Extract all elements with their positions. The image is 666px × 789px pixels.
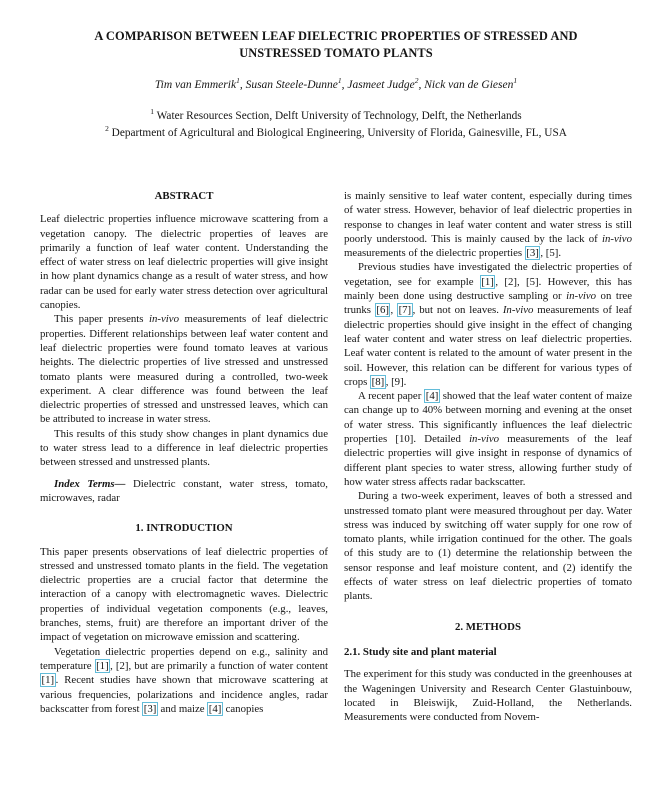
citation-link[interactable]: [6]: [376, 304, 389, 317]
paragraph: [344, 260, 632, 389]
citation-link[interactable]: [8]: [371, 375, 385, 388]
text-segment: in-vivo: [149, 313, 179, 326]
superscript-marker: 2: [414, 76, 419, 86]
text-segment: , Jasmeet Judge: [341, 79, 415, 91]
text-segment: , [5].: [540, 247, 562, 260]
citation-link[interactable]: [3]: [143, 702, 157, 715]
paragraph: [40, 312, 328, 426]
text-segment: and maize: [157, 702, 208, 715]
text-segment: , Nick van de Giesen: [418, 79, 514, 91]
text-segment: measurements of the leaf dielectric properties will give insight in response of dynamics of different plant species to water stress, allowing further study of how water stress affects radar backscatter.: [344, 433, 633, 488]
text-segment: In-vivo: [502, 304, 534, 317]
citation-link[interactable]: [1]: [41, 674, 55, 687]
text-segment: , [2], [5]. However, this has mainly been done using destructive sampling or: [344, 275, 632, 303]
two-column-body: [40, 189, 632, 724]
citation-link[interactable]: [1]: [96, 659, 109, 672]
paragraph: [344, 389, 632, 489]
text-segment: measurements of the dielectric properties: [344, 247, 525, 260]
paper-title-line2: UNSTRESSED TOMATO PLANTS: [239, 46, 433, 60]
paragraph: [344, 667, 632, 724]
text-segment: measurements of leaf dielectric properties. Different relationships between leaf water content and leaf dielectric properties were found tomato leaves at various heights. The dielectric properties of live stressed and unstressed tomato plants were measured during a controlled, two-week experiment. A clear difference was found between the leaf dielectric properties of stressed and unstressed leaves, which can be attributed to increase in water stress.: [40, 313, 328, 426]
text-segment: ,: [390, 304, 398, 317]
text-segment: on tree trunks: [344, 290, 632, 317]
paragraph: [40, 427, 328, 470]
text-segment: canopies: [222, 702, 264, 715]
text-segment: Vegetation dielectric properties depend on e.g., salinity and temperature: [40, 645, 328, 672]
paragraph: [40, 645, 328, 716]
text-segment: Water Resources Section, Delft University of Technology, Delft, the Netherlands: [154, 110, 522, 122]
text-segment: During a two-week experiment, leaves of both a stressed and unstressed tomato plant were measured throughout per day. Water stress was induced by switching off water supply for one row of tomato plants, while irrigation continued for the other. The goals of this study are to (1) determine the relationship between the sensor response and leaf moisture content, and (2) identify the effects of water stress on leaf dielectric properties of tomato plants.: [344, 490, 632, 603]
superscript-marker: 1: [236, 76, 240, 86]
text-segment: The experiment for this study was conducted in the greenhouses at the Wageningen University and Research Center Glastuinbouw, located in Bleiswijk, Zuid-Holland, the Netherlands. Measurements were conducted from Novem-: [344, 668, 632, 724]
text-segment: , [2], but are primarily a function of water content: [110, 659, 328, 672]
superscript-marker: 2: [105, 124, 109, 134]
text-segment: Leaf dielectric properties influence microwave scattering from a vegetation canopy. The dielectric properties of leaves are primarily a function of leaf water content. Understanding the effect of water stress on leaf dielectric properties will give insight in how plant dynamics change as a result of water stress, and how radar can be used for early water stress detection over agricultural canopies.: [40, 213, 328, 312]
text-segment: Index Terms—: [54, 477, 126, 490]
paragraph: [344, 189, 632, 260]
authors-line: [40, 76, 632, 91]
text-segment: This paper presents: [54, 313, 149, 326]
text-segment: , Susan Steele-Dunne: [239, 79, 338, 91]
right-column: [344, 189, 632, 724]
text-segment: , [9].: [385, 375, 407, 388]
paper-title: [40, 28, 632, 62]
text-segment: . Recent studies have shown that microwave scattering at various frequencies, polarizations and incidence angles, radar backscatter from forest: [40, 674, 328, 715]
citation-link[interactable]: [1]: [481, 275, 494, 288]
paragraph: [40, 212, 328, 312]
text-segment: showed that the leaf water content of maize can change up to 40% between morning and evening at the onset of water stress. This significantly influences the leaf dielectric properties [10]. Detailed: [344, 390, 632, 446]
citation-link[interactable]: [4]: [425, 390, 439, 403]
text-segment: This results of this study show changes in plant dynamics due to water stress lead to a difference in leaf dielectric properties between stressed and unstressed plants.: [40, 427, 328, 469]
citation-link[interactable]: [3]: [526, 247, 539, 260]
text-segment: A recent paper: [358, 390, 425, 403]
affiliations-block: [40, 108, 632, 142]
paper-title-line1: A COMPARISON BETWEEN LEAF DIELECTRIC PROPERTIES OF STRESSED AND: [94, 29, 578, 43]
text-segment: is mainly sensitive to leaf water content, especially during times of water stress. However, behavior of leaf dielectric properties in response to changes in leaf water content and water stress is still poorly understood. This is mainly caused by the lack of: [344, 190, 632, 245]
text-segment: Dielectric constant, water stress, tomato, microwaves, radar: [40, 477, 328, 504]
section-heading: 2. METHODS: [455, 620, 521, 633]
paragraph: [40, 477, 328, 506]
text-segment: Tim van Emmerik: [154, 79, 237, 91]
affiliation-line-2: [40, 125, 632, 142]
text-segment: This paper presents observations of leaf dielectric properties of stressed and unstressed tomato plants in the field. The vegetation dielectric properties are a crucial factor that determine the interaction of a canopy with electromagnetic waves. Dielectric properties of individual vegetation components (e.g., leaves, branches, stems, fruit) are therefore an important driver of the impact of vegetation on microwave emission and scattering.: [40, 545, 328, 644]
text-segment: , but not on leaves.: [412, 304, 503, 317]
section-heading: 1. INTRODUCTION: [135, 522, 233, 535]
text-segment: measurements of leaf dielectric properties should give insight in the effect of changing leaf water content and water stress on leaf dielectric properties. Leaf water content is related to the amount of water present in the soil. However, this relation can be different for various types of crops: [344, 304, 632, 388]
superscript-marker: 1: [150, 107, 155, 117]
text-segment: Department of Agricultural and Biological Engineering, University of Florida, Gainesville, FL, USA: [108, 127, 567, 139]
text-segment: in-vivo: [602, 232, 632, 245]
superscript-marker: 1: [337, 76, 342, 86]
citation-link[interactable]: [4]: [208, 702, 222, 715]
subsection-heading: 2.1. Study site and plant material: [344, 645, 497, 658]
affiliation-line-1: [40, 108, 632, 125]
section-heading: ABSTRACT: [154, 190, 214, 202]
text-segment: Previous studies have investigated the dielectric properties of vegetation, see for example: [344, 261, 632, 288]
paragraph: [344, 489, 632, 603]
paragraph: [40, 545, 328, 645]
superscript-marker: 1: [513, 76, 518, 86]
left-column: [40, 189, 328, 724]
text-segment: in-vivo: [469, 433, 500, 446]
text-segment: in-vivo: [566, 290, 597, 303]
citation-link[interactable]: [7]: [398, 304, 412, 317]
